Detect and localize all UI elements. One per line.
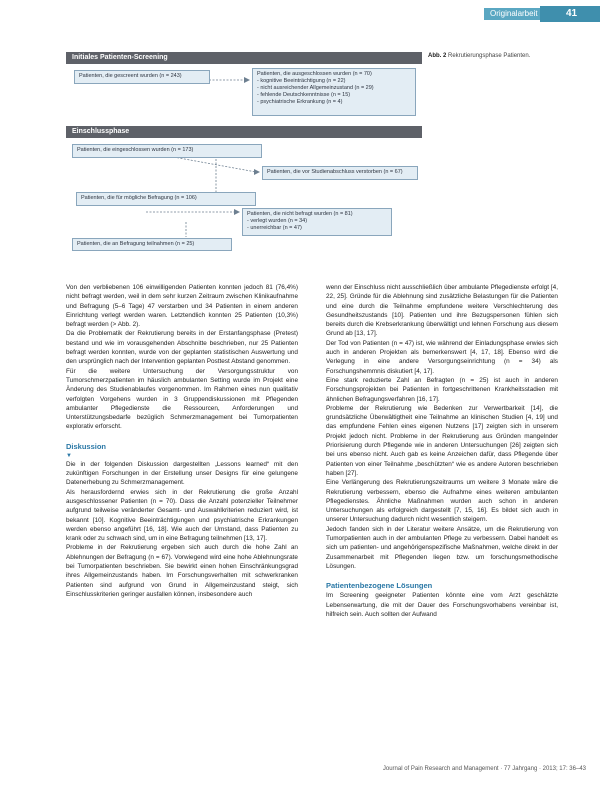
excluded-line: Patienten, die ausgeschlossen wurden (n = 70)	[257, 71, 372, 77]
box-death	[262, 166, 418, 180]
box-not-surveyed	[242, 208, 392, 236]
body-paragraph: Als herausfordernd erwies sich in der Rekrutierung die große Anzahl ausgeschlossener Patienten (n = 70). Dass die Anzahl potenzieller Teilnehmer aufgrund teilweise veränderter Gesamt- und Auswahlkriterien reduziert wird, ist bekannt [10]. Kognitive Beeinträchtigungen und psychiatrische Erkrankungen werden ebenso angeführt [16, 18]. Wie auch der Umstand, dass Patienten zu krank oder zu schwach sind, um in eine Befragung teilnehmen [13, 17].	[66, 488, 298, 543]
left-column	[66, 283, 298, 599]
excluded-line: - fehlende Deutschkenntnisse (n = 15)	[257, 92, 351, 98]
body-paragraph: Von den verbliebenen 106 einwilligenden Patienten konnten jedoch 81 (76,4%) nicht befragt werden, weil in dem sehr kurzen Zeitraum zwischen Klinikaufnahme und Befragung (5–6 Tage) 47 verstarben und 34 Patienten in einem anderen Einrichtung verlegt werden waren. Letztendlich konnten 25 Patienten (10,3%) befragt werden (> Abb. 2).	[66, 284, 298, 329]
box-included	[72, 144, 262, 158]
body-paragraph: Jedoch fanden sich in der Literatur weitere Ansätze, um die Rekrutierung von Tumorpatienten auch in der ambulanten Pflege zu verbessern. Dabei handelt es sich um patienten- und angehörigenspezifische Maßnahmen, welche direkt in der Zusammenarbeit mit Pflegenden liegen bzw. um forschungsmethodische Lösungen.	[326, 525, 558, 570]
excluded-line: - nicht ausreichender Allgemeinzustand (n = 29)	[257, 85, 374, 91]
page-number: 41	[540, 6, 600, 22]
not-surveyed-line: - unerreichbar (n = 47)	[247, 225, 302, 231]
box-included-label: Patienten, die eingeschlossen wurden (n = 173)	[77, 147, 194, 153]
figure-caption-text: Rekrutierungsphase Patienten.	[448, 53, 531, 59]
not-surveyed-line: - verlegt wurden (n = 34)	[247, 218, 308, 224]
section-marker: ▼	[66, 452, 72, 459]
box-participated-label: Patienten, die an Befragung teilnahmen (n = 25)	[77, 241, 195, 247]
box-participated	[72, 238, 232, 251]
excluded-line: - psychiatrische Erkrankung (n = 4)	[257, 99, 343, 105]
subheading-patient-solutions: Patientenbezogene Lösungen	[326, 581, 433, 591]
box-screened-label: Patienten, die gescreent wurden (n = 243)	[79, 73, 182, 79]
footer-citation: Journal of Pain Research and Management · 77 Jahrgang · 2013; 17: 36–43	[382, 766, 586, 772]
body-paragraph: Eine stark reduzierte Zahl an Befragten (n = 25) ist auch in anderen Forschungsprojekten bei Patienten in fortgeschrittenen Krankheitsstadien mit ähnlichen Befragungsverfahren [16, 17].	[326, 376, 558, 403]
figure-caption	[428, 53, 588, 59]
not-surveyed-line: Patienten, die nicht befragt wurden (n = 81)	[247, 211, 353, 217]
body-paragraph: Für die weitere Untersuchung der Versorgungsstruktur von Tumorschmerzpatienten im häuslich ambulanten Setting wurde im Projekt eine Änderung des Studienablaufes vorgenommen. Im Rahmen eines nun qualitativ verfolgten Vorgehens wurden in 3 Gruppendiskussionen mit Pflegenden ambulanter Pflegedienste die Ressourcen, Anforderungen und Unterstützungsbedarfe bezüglich Schmerzmanagement bei Tumorpatienten explorativ erforscht.	[66, 367, 298, 431]
section-heading-discussion: Diskussion	[66, 441, 107, 451]
box-eligible	[76, 192, 256, 206]
box-death-label: Patienten, die vor Studienabschluss verstorben (n = 67)	[267, 169, 403, 175]
body-paragraph: Eine Verlängerung des Rekrutierungszeitraums um weitere 3 Monate wäre die Rekrutierung verbessern, ebenso die Aufnahme eines weiteren ambulanten Pflegedienstes. Ähnliche Maßnahmen wurden auch schon in anderen Untersuchungen als erfolgreich dargestellt [7, 15, 16]. Es bildet sich auch in unserer Untersuchung dadurch nicht wesentlich steigern.	[326, 479, 558, 524]
body-paragraph: Der Tod von Patienten (n = 47) ist, wie während der Einladungsphase erwies sich auch in anderen Projekten als bemerkenswert [4, 17, 18]. Ebenso wird die Verlegung in eine andere Versorgungseinrichtung (n = 34) als Forschungshemmnis diskutiert [4, 17].	[326, 339, 558, 375]
body-paragraph: Probleme der Rekrutierung wie Bedenken zur Verwertbarkeit [14], die grundsätzliche Überwältigtheit eine Teilnahme an klinischen Studien [4, 19] und das empfundene Fehlen eines eigenen Nutzens [17] zeigten sich in unserem Projekt jedoch nicht. Probleme in der Rekrutierung aus Gründen mangelnder Priorisierung durch Pflegende wie in anderen Untersuchungen [26] zeigten sich bei uns ebenso nicht. Auch gab es keine Anzeichen dafür, dass Pflegende über Patienten von einer Teilnahme „beschützten“ wie es andere Autoren beschrieben haben [27].	[326, 404, 558, 477]
body-paragraph: Probleme in der Rekrutierung ergeben sich auch durch die hohe Zahl an Ablehnungen der Befragung (n = 67). Vorwiegend wird eine hohe Ablehnungsrate bei Tumorpatienten beschrieben. Sie bewirkt einen hohen Einschränkungsgrad ihres Allgemeinzustands haben. Im Forschungsverhalten mit schwerkranken Patienten sind aufgrund von Grund in Allgemeinzustand steigt, sich Einschlusskriterien geringer ausfallen können, insbesondere auch	[66, 544, 298, 598]
figure-caption-label: Abb. 2	[428, 53, 447, 59]
band-initial-screening: Initiales Patienten-Screening	[66, 52, 422, 64]
section-label: Originalarbeit	[484, 8, 544, 20]
body-paragraph: wenn der Einschluss nicht ausschließlich über ambulante Pflegedienste erfolgt [4, 22, 25]. Gründe für die Ablehnung sind zusätzliche Belastungen für die Patienten und eine durch die Teilnahme empfundene weitere Verschlechterung des Gesundheitszustands [10]. Patienten und ihre Bezugspersonen fühlen sich bereits durch die Krebserkrankung überwältigt und lehnen Forschung aus diesem Grund ab [13, 17].	[326, 284, 558, 338]
band-inclusion-phase: Einschlussphase	[66, 126, 422, 138]
body-paragraph: Im Screening geeigneter Patienten könnte eine vom Arzt geschätzte Lebenserwartung, die mit der Dauer des Forschungsvorhabens vereinbar ist, hilfreich sein. Auch sollten der Aufwand	[326, 592, 558, 618]
excluded-line: - kognitive Beeinträchtigung (n = 22)	[257, 78, 346, 84]
body-paragraph: Die in der folgenden Diskussion dargestellten „Lessons learned“ mit den zukünftigen Forschungen in der Erstellung unser Designs für eine gelungene Datenerhebung zu Schmerzmanagement.	[66, 460, 298, 487]
box-eligible-label: Patienten, die für mögliche Befragung (n = 106)	[81, 195, 197, 201]
right-column	[326, 283, 558, 619]
box-excluded	[252, 68, 416, 116]
box-screened	[74, 70, 210, 84]
recruitment-flowchart	[66, 52, 422, 252]
body-paragraph: Da die Problematik der Rekrutierung bereits in der Erstanfangsphase (Pretest) bestand und wie im vorausgehenden Abschnitte beschrieben, nur 25 Patienten befragt werden konnten, wurde von der geplanten statistischen Auswertung und den ursprünglich nach der Intervention geplanten Posttest Abstand genommen.	[66, 330, 298, 366]
